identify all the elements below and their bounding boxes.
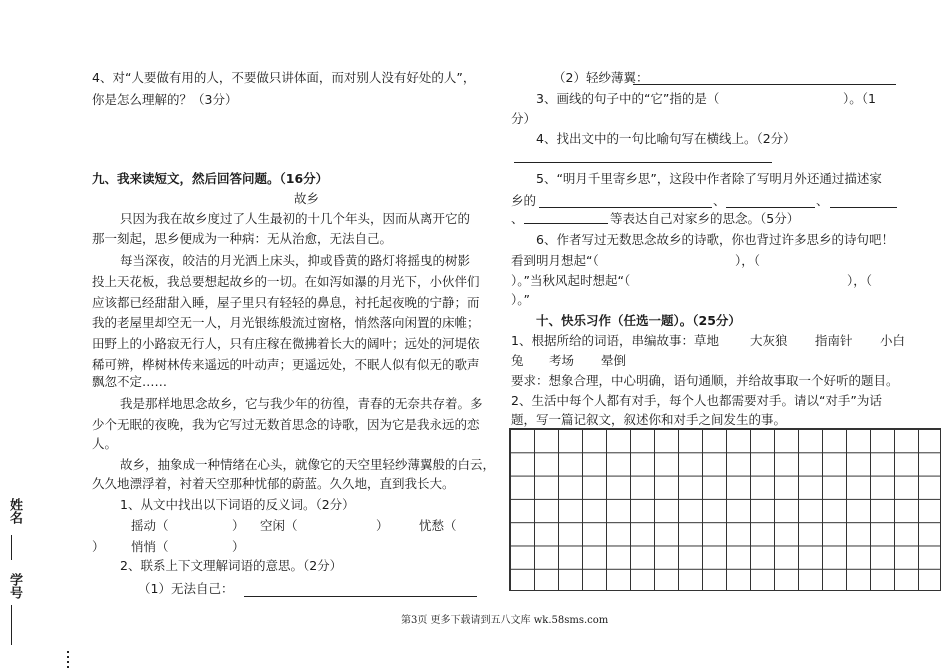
passage-line: 久久地漂浮着，衬着天空那种忧郁的蔚蓝。久久地，直到我长大。 [92, 476, 455, 491]
word: 小白 [880, 333, 906, 348]
word: 大灰狼 [750, 333, 788, 348]
question-6-line4: ）。” [511, 292, 530, 307]
section-9-title: 九、我来读短文，然后回答问题。（16分） [92, 171, 329, 186]
passage-line: 那一刻起，思乡便成为一种病：无从治愈，无法自己。 [92, 231, 393, 246]
passage-line: 应该都已经甜甜入睡，屋子里只有轻轻的鼻息，衬托起夜晚的宁静；而 [92, 295, 480, 310]
antonym-paren: ） [92, 539, 105, 554]
answer-line [514, 162, 772, 163]
word: 兔 [511, 353, 524, 368]
binding-mark [67, 666, 69, 668]
question-6: 6、作者写过无数思念故乡的诗歌，你也背过许多思乡的诗句吧！ [536, 232, 894, 247]
passage-line: 投上天花板，我总要想起故乡的一切。在如泻如瀑的月光下，小伙伴们 [92, 274, 480, 289]
question-6-line2: 看到明月想起“（ [511, 253, 599, 268]
answer-line [539, 207, 712, 208]
antonym-word-1: 摇动（ [131, 518, 169, 533]
question-3-cont: 分） [511, 111, 537, 126]
section-10-title: 十、快乐习作（任选一题）。（25分） [536, 313, 741, 328]
binding-mark [67, 651, 69, 653]
question-6-line3: ）。”当秋风起时想起“（ [511, 273, 631, 288]
question-3: 3、画线的句子中的“它”指的是（ [536, 91, 720, 106]
name-line [11, 535, 12, 560]
antonym-paren: ） [232, 518, 245, 533]
question-3-paren: ）。（1 [843, 91, 876, 106]
word: 晕倒 [601, 353, 627, 368]
passage-line: 故乡，抽象成一种情绪在心头，就像它的天空里轻纱薄翼般的白云， [120, 457, 496, 472]
composition-2-cont: 题，写一篇记叙文，叙述你和对手之间发生的事。 [511, 412, 787, 427]
composition-1-requirements: 要求：想象合理，中心明确，语句通顺，并给故事取一个好听的题目。 [511, 373, 899, 388]
separator: 、 [511, 211, 524, 226]
binding-mark [67, 661, 69, 663]
binding-mark [67, 656, 69, 658]
answer-line [726, 207, 815, 208]
question-5-cont: 乡的 [511, 193, 537, 208]
passage-line: 田野上的小路寂无行人，只有庄稼在微拂着长大的阔叶；远处的河堤依 [92, 336, 480, 351]
composition-2: 2、生活中每个人都有对手，每个人也都需要对手。请以“对手”为话 [511, 393, 882, 408]
question-5-end: 等表达自己对家乡的思念。（5分） [610, 211, 800, 226]
separator: 、 [816, 193, 829, 208]
passage-line: 我是那样地思念故乡，它与我少年的彷徨，青春的无奈共存着。多 [120, 396, 483, 411]
separator: 、 [713, 193, 726, 208]
question-5: 5、“明月千里寄乡思”，这段中作者除了写明月外还通过描述家 [536, 171, 882, 186]
word: 考场 [549, 353, 575, 368]
story-title: 故乡 [294, 191, 320, 206]
id-line [11, 605, 12, 645]
question-1: 1、从文中找出以下词语的反义词。（2分） [120, 497, 355, 512]
answer-line [830, 207, 897, 208]
passage-line: 我的老屋里却空无一人，月光银练般流过窗格，悄然落向闲置的床帷； [92, 315, 480, 330]
question-4-line2: 你是怎么理解的？（3分） [92, 92, 238, 107]
student-id-label: 学号 [7, 573, 22, 599]
antonym-paren: ） [232, 539, 245, 554]
writing-grid[interactable] [509, 428, 941, 591]
composition-1: 1、根据所给的词语，串编故事：草地 [511, 333, 719, 348]
question-2: 2、联系上下文理解词语的意思。（2分） [120, 558, 343, 573]
answer-line [633, 84, 896, 85]
word: 指南针 [815, 333, 853, 348]
antonym-word-3: 忧愁（ [419, 518, 457, 533]
answer-line [244, 596, 477, 597]
question-4: 4、找出文中的一句比喻句写在横线上。（2分） [536, 131, 796, 146]
question-2-1: （1）无法自己： [138, 581, 234, 596]
antonym-word-4: 悄悄（ [131, 539, 169, 554]
question-6-paren: ），（ [735, 253, 761, 268]
antonym-paren: ） [376, 518, 389, 533]
page-footer: 第3页 更多下载请到五八文库 wk.58sms.com [401, 615, 609, 626]
passage-line: 每当深夜，皎洁的月光洒上床头，抑或昏黄的路灯将摇曳的树影 [120, 253, 471, 268]
question-4-line1: 4、对“人要做有用的人，不要做只讲体面，而对别人没有好处的人”， [92, 70, 476, 85]
passage-line: 只因为我在故乡度过了人生最初的十几个年头，因而从离开它的 [120, 211, 471, 226]
passage-line: 少个无眠的夜晚，我为它写过无数首思念的诗歌，因为它是我永远的恋 [92, 417, 480, 432]
passage-line: 人。 [92, 436, 118, 451]
antonym-word-2: 空闲（ [260, 518, 298, 533]
name-label: 姓名 [7, 498, 22, 524]
passage-line: 飘忽不定…… [92, 374, 168, 389]
passage-line: 稀可辨，桦树林传来遥远的叶动声；更遥远处，不眠人似有似无的歌声 [92, 357, 480, 372]
question-2-2: （2）轻纱薄翼： [553, 70, 649, 85]
question-6-paren: ），（ [847, 273, 873, 288]
answer-line [524, 223, 608, 224]
